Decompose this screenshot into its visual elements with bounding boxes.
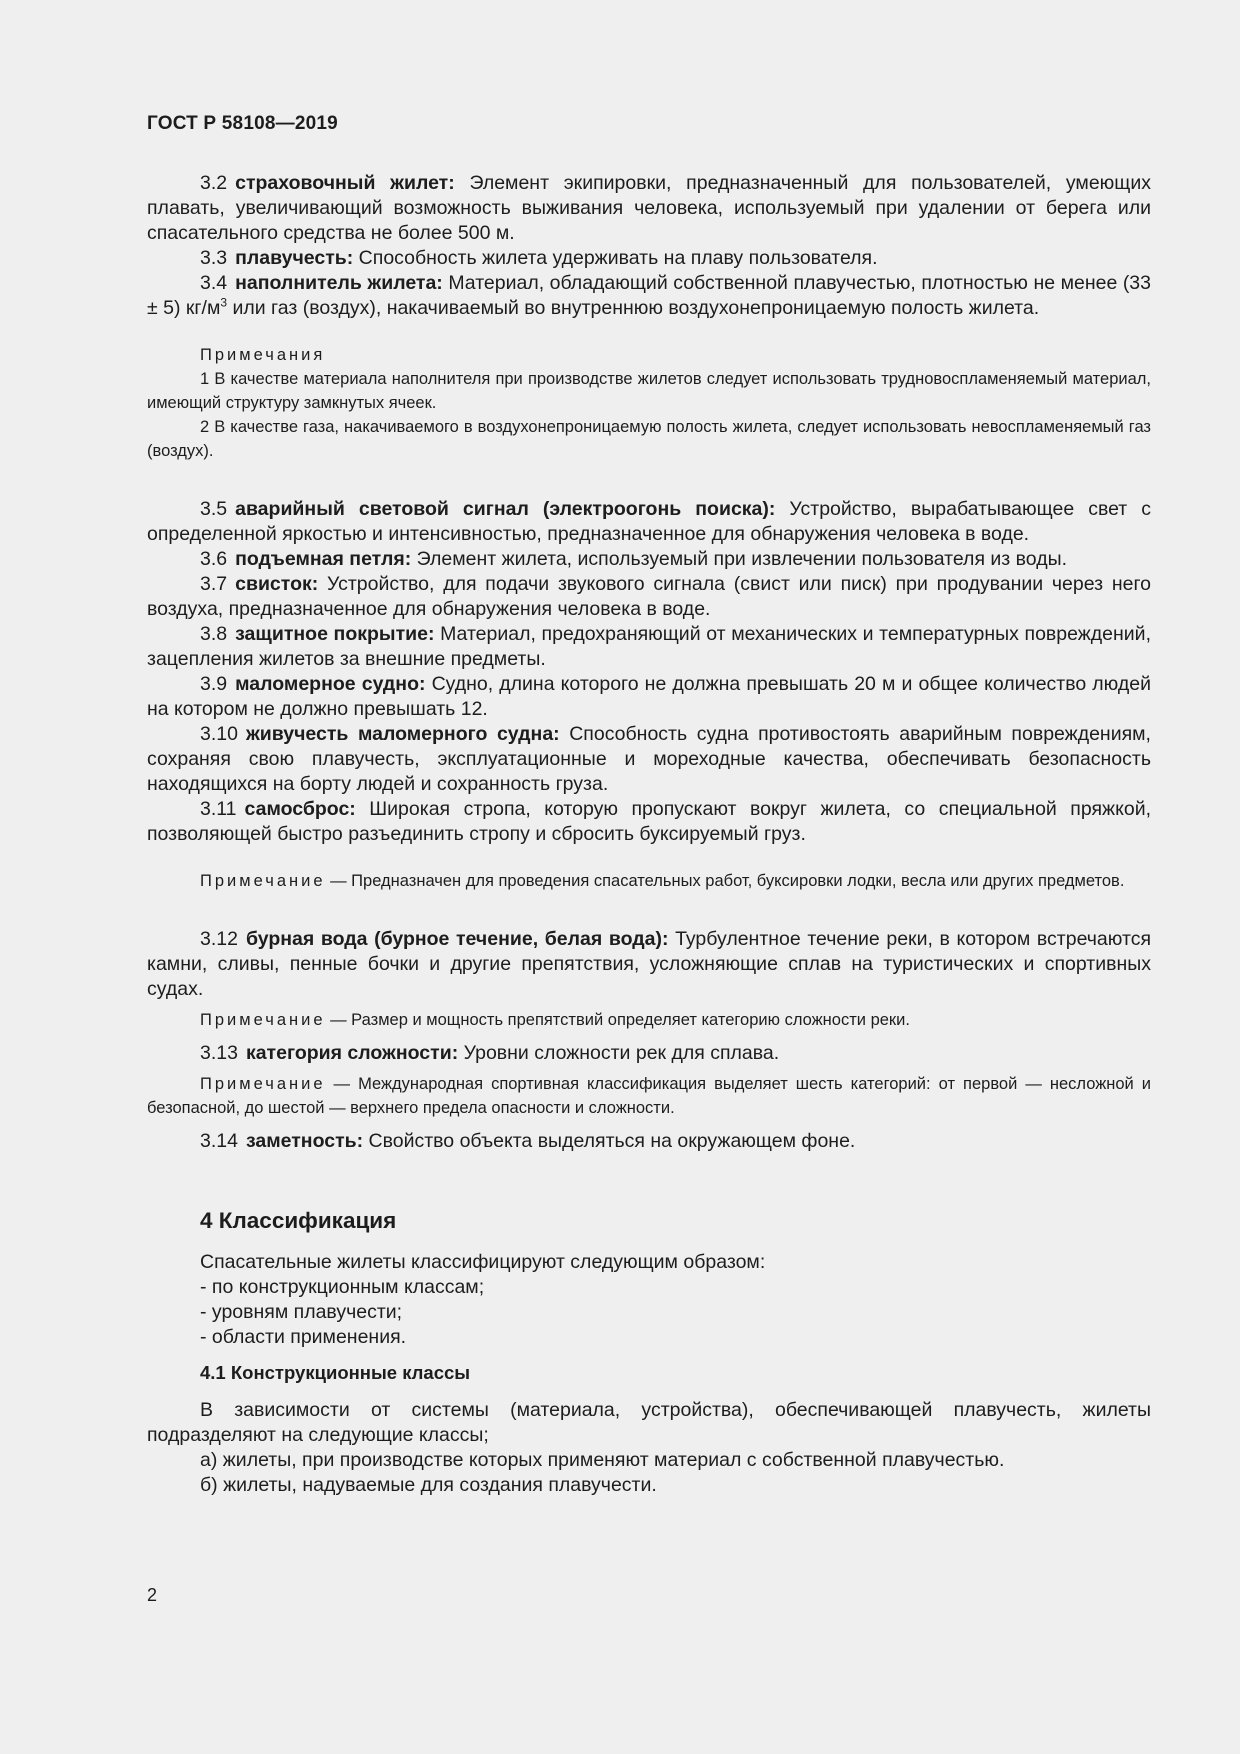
definition-3-6 — [147, 547, 1151, 572]
term: живучесть маломерного судна: — [245, 723, 560, 745]
definition-3-11 — [147, 797, 1151, 847]
clause-number: 3.10 — [200, 723, 238, 745]
note-label: Примечание — [200, 872, 326, 890]
class-item: б) жилеты, надуваемые для создания плавучести. — [200, 1474, 657, 1496]
definition-text: Уровни сложности рек для сплава. — [458, 1042, 780, 1064]
term: самосброс: — [244, 798, 356, 820]
definition-text: Свойство объекта выделяться на окружающем фоне. — [363, 1130, 856, 1152]
document-body — [147, 171, 1151, 1498]
clause-number: 3.7 — [200, 573, 228, 595]
definition-text: Элемент экипировки, предназначенный для пользователей, умеющих плавать, увеличивающий возможность выживания человека, используемый при удалении от берега или спасательного средства не более 500 м. — [147, 172, 1151, 244]
term: бурная вода (бурное течение, белая вода): — [245, 928, 669, 950]
note-text: — Размер и мощность препятствий определяет категорию сложности реки. — [325, 1011, 910, 1029]
definition-text: Устройство, вырабатывающее свет с определенной яркостью и интенсивностью, предназначенное для обнаружения человека в воде. — [147, 498, 1151, 545]
notes-block — [147, 343, 1151, 463]
document-page — [147, 0, 1151, 1754]
section-4-1-heading: 4.1 Конструкционные классы — [200, 1362, 471, 1383]
term: аварийный световой сигнал (электроогонь поиска): — [235, 498, 776, 520]
clause-number: 3.14 — [200, 1130, 238, 1152]
classification-item: - уровням плавучести; — [200, 1301, 403, 1323]
clause-number: 3.9 — [200, 673, 228, 695]
section-4-1-intro: В зависимости от системы (материала, устройства), обеспечивающей плавучесть, жилеты подразделяют на следующие классы; — [147, 1399, 1151, 1446]
section-4-heading: 4 Классификация — [200, 1208, 397, 1233]
clause-number: 3.4 — [200, 272, 228, 294]
definition-3-8 — [147, 622, 1151, 672]
definition-text: Турбулентное течение реки, в котором встречаются камни, сливы, пенные бочки и другие препятствия, усложняющие сплав на туристических и спортивных судах. — [147, 928, 1151, 1000]
classification-item: - области применения. — [200, 1326, 407, 1348]
class-item: а) жилеты, при производстве которых применяют материал с собственной плавучестью. — [200, 1449, 1005, 1471]
clause-number: 3.13 — [200, 1042, 238, 1064]
term: категория сложности: — [245, 1042, 459, 1064]
definition-text: Способность жилета удерживать на плаву пользователя. — [353, 247, 878, 269]
definition-3-5 — [147, 497, 1151, 547]
note-3-13 — [147, 1072, 1151, 1120]
note-text: — Предназначен для проведения спасательных работ, буксировки лодки, весла или других предметов. — [325, 872, 1125, 890]
term: наполнитель жилета: — [235, 272, 443, 294]
note-text: — Международная спортивная классификация выделяет шесть категорий: от первой — несложной и безопасной, до шестой — верхнего предела опасности и сложности. — [147, 1075, 1151, 1117]
term: маломерное судно: — [235, 673, 426, 695]
term: подъемная петля: — [235, 548, 412, 570]
definition-text-continued: или газ (воздух), накачиваемый во внутреннюю воздухонепроницаемую полость жилета. — [227, 297, 1040, 319]
clause-number: 3.6 — [200, 548, 228, 570]
definition-text: Широкая стропа, которую пропускают вокруг жилета, со специальной пряжкой, позволяющей быстро разъединить стропу и сбросить буксируемый груз. — [147, 798, 1151, 845]
definition-3-13 — [147, 1041, 1151, 1066]
definition-text: Материал, предохраняющий от механических и температурных повреждений, зацепления жилетов за внешние предметы. — [147, 623, 1151, 670]
note-3-12 — [147, 1008, 1151, 1032]
term: защитное покрытие: — [235, 623, 435, 645]
clause-number: 3.3 — [200, 247, 228, 269]
definition-text: Элемент жилета, используемый при извлечении пользователя из воды. — [411, 548, 1068, 570]
term: плавучесть: — [235, 247, 354, 269]
term: страховочный жилет: — [235, 172, 455, 194]
definition-3-7 — [147, 572, 1151, 622]
superscript: 3 — [220, 295, 228, 310]
definition-3-10 — [147, 722, 1151, 797]
definition-3-14 — [147, 1129, 1151, 1154]
definition-3-4 — [147, 271, 1151, 321]
definition-3-9 — [147, 672, 1151, 722]
definition-text: Устройство, для подачи звукового сигнала (свист или писк) при продувании через него воздуха, предназначенное для обнаружения человека в воде. — [147, 573, 1151, 620]
classification-item: - по конструкционным классам; — [200, 1276, 485, 1298]
definition-text: Способность судна противостоять аварийным повреждениям, сохраняя свою плавучесть, эксплуатационные и мореходные качества, обеспечивать безопасность находящихся на борту людей и сохранность груза. — [147, 723, 1151, 795]
notes-heading: Примечания — [200, 346, 326, 364]
clause-number: 3.8 — [200, 623, 228, 645]
clause-number: 3.2 — [200, 172, 228, 194]
term: заметность: — [245, 1130, 364, 1152]
note-label: Примечание — [200, 1011, 326, 1029]
note-3-11 — [147, 869, 1151, 893]
definition-3-2 — [147, 171, 1151, 246]
definition-3-3 — [147, 246, 1151, 271]
page-number: 2 — [147, 1585, 158, 1605]
clause-number: 3.12 — [200, 928, 238, 950]
note-item: 1 В качестве материала наполнителя при производстве жилетов следует использовать трудновоспламеняемый материал, имеющий структуру замкнутых ячеек. — [147, 370, 1151, 412]
clause-number: 3.5 — [200, 498, 228, 520]
term: свисток: — [235, 573, 319, 595]
note-label: Примечание — [200, 1075, 326, 1093]
definition-text: Материал, обладающий собственной плавучестью, плотностью не менее (33 ± 5) кг/м — [147, 272, 1152, 319]
document-code: ГОСТ Р 58108—2019 — [147, 113, 338, 134]
section-4-intro: Спасательные жилеты классифицируют следующим образом: — [200, 1251, 766, 1273]
clause-number: 3.11 — [200, 798, 237, 820]
note-item: 2 В качестве газа, накачиваемого в воздухонепроницаемую полость жилета, следует использовать невоспламеняемый газ (воздух). — [147, 418, 1151, 460]
definition-text: Судно, длина которого не должна превышать 20 м и общее количество людей на котором не должно превышать 12. — [147, 673, 1151, 720]
definition-3-12 — [147, 927, 1151, 1002]
